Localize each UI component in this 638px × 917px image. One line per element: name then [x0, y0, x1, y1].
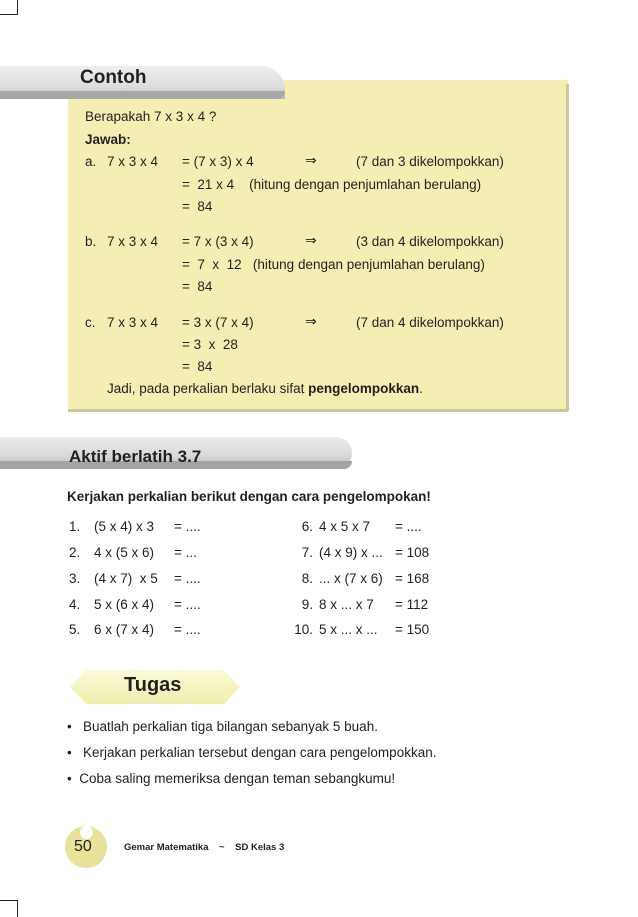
example-c-arrow: ⇒ [305, 314, 317, 330]
example-a-expression: 7 x 3 x 4 [107, 154, 159, 169]
task-item: • Buatlah perkalian tiga bilangan sebanyak 5 buah. [67, 719, 378, 734]
exercise-answer: = .... [174, 519, 201, 534]
footer-text: Gemar Matematika ~ SD Kelas 3 [124, 842, 285, 853]
example-question: Berapakah 7 x 3 x 4 ? [85, 109, 217, 124]
exercise-expression: 5 x (6 x 4) [94, 597, 155, 612]
example-conclusion [107, 381, 423, 396]
exercise-expression: (5 x 4) x 3 [94, 519, 155, 534]
exercise-number: 10. [294, 622, 313, 637]
exercise-number: 7. [301, 545, 313, 560]
exercise-expression: ... x (7 x 6) [319, 571, 383, 586]
example-b-label: b. [85, 234, 97, 249]
example-b-step2: = 7 x 12 (hitung dengan penjumlahan berulang) [182, 257, 485, 272]
example-a-step1-note: (7 dan 3 dikelompokkan) [356, 154, 504, 169]
exercise-number: 2. [69, 545, 81, 560]
exercise-title: Aktif berlatih 3.7 [69, 447, 202, 466]
exercise-expression: 6 x (7 x 4) [94, 622, 155, 637]
exercise-number: 1. [69, 519, 81, 534]
exercise-answer: = .... [395, 519, 422, 534]
example-a-arrow: ⇒ [305, 153, 317, 169]
exercise-answer: = 108 [395, 545, 430, 560]
exercise-answer: = ... [174, 545, 197, 560]
example-c-step1-note: (7 dan 4 dikelompokkan) [356, 315, 504, 330]
exercise-answer: = .... [174, 597, 201, 612]
exercise-number: 8. [301, 571, 313, 586]
example-c-step3: = 84 [182, 359, 213, 374]
task-title: Tugas [124, 674, 182, 696]
exercise-expression: 4 x (5 x 6) [94, 545, 155, 560]
example-b-arrow: ⇒ [305, 233, 317, 249]
exercise-number: 6. [301, 519, 313, 534]
exercise-instruction: Kerjakan perkalian berikut dengan cara pengelompokan! [67, 489, 431, 504]
example-title: Contoh [80, 67, 147, 88]
example-b-step1: = 7 x (3 x 4) [182, 234, 254, 249]
exercise-expression: (4 x 7) x 5 [94, 571, 158, 586]
example-a-step1: = (7 x 3) x 4 [182, 154, 254, 169]
exercise-number: 4. [69, 597, 81, 612]
exercise-answer: = 150 [395, 622, 430, 637]
exercise-expression: 5 x ... x ... [319, 622, 378, 637]
exercise-answer: = .... [174, 571, 201, 586]
example-c-step1: = 3 x (7 x 4) [182, 315, 254, 330]
example-conclusion-suffix: . [419, 381, 423, 396]
example-b-step1-note: (3 dan 4 dikelompokkan) [356, 234, 504, 249]
task-item: • Coba saling memeriksa dengan teman sebangkumu! [67, 771, 396, 786]
example-header-tab-bar [0, 91, 285, 99]
example-conclusion-bold: pengelompokkan [308, 381, 420, 396]
exercise-expression: 4 x 5 x 7 [319, 519, 371, 534]
example-c-label: c. [85, 315, 96, 330]
example-b-step3: = 84 [182, 279, 213, 294]
example-c-expression: 7 x 3 x 4 [107, 315, 159, 330]
example-b-expression: 7 x 3 x 4 [107, 234, 159, 249]
crop-mark-top-left-v [17, 0, 18, 15]
example-a-step2: = 21 x 4 (hitung dengan penjumlahan berulang) [182, 177, 482, 192]
task-item: • Kerjakan perkalian tersebut dengan cara pengelompokkan. [67, 745, 437, 760]
crop-mark-bottom-left-h [0, 900, 17, 901]
exercise-number: 9. [301, 597, 313, 612]
example-a-label: a. [85, 154, 97, 169]
exercise-expression: (4 x 9) x ... [319, 545, 383, 560]
example-box-shadow-right [566, 84, 569, 411]
exercise-answer: = 112 [395, 597, 429, 612]
example-answer-label: Jawab: [85, 132, 131, 147]
exercise-number: 3. [69, 571, 81, 586]
crop-mark-bottom-left-v [17, 900, 18, 917]
page-number: 50 [74, 838, 92, 855]
example-conclusion-prefix: Jadi, pada perkalian berlaku sifat [107, 381, 309, 396]
exercise-answer: = 168 [395, 571, 430, 586]
example-a-step3: = 84 [182, 199, 213, 214]
crop-mark-top-left-h [0, 14, 17, 15]
exercise-answer: = .... [174, 622, 201, 637]
example-box-shadow-bottom [68, 409, 568, 412]
exercise-number: 5. [69, 622, 81, 637]
example-c-step2: = 3 x 28 [182, 337, 238, 352]
exercise-expression: 8 x ... x 7 [319, 597, 374, 612]
